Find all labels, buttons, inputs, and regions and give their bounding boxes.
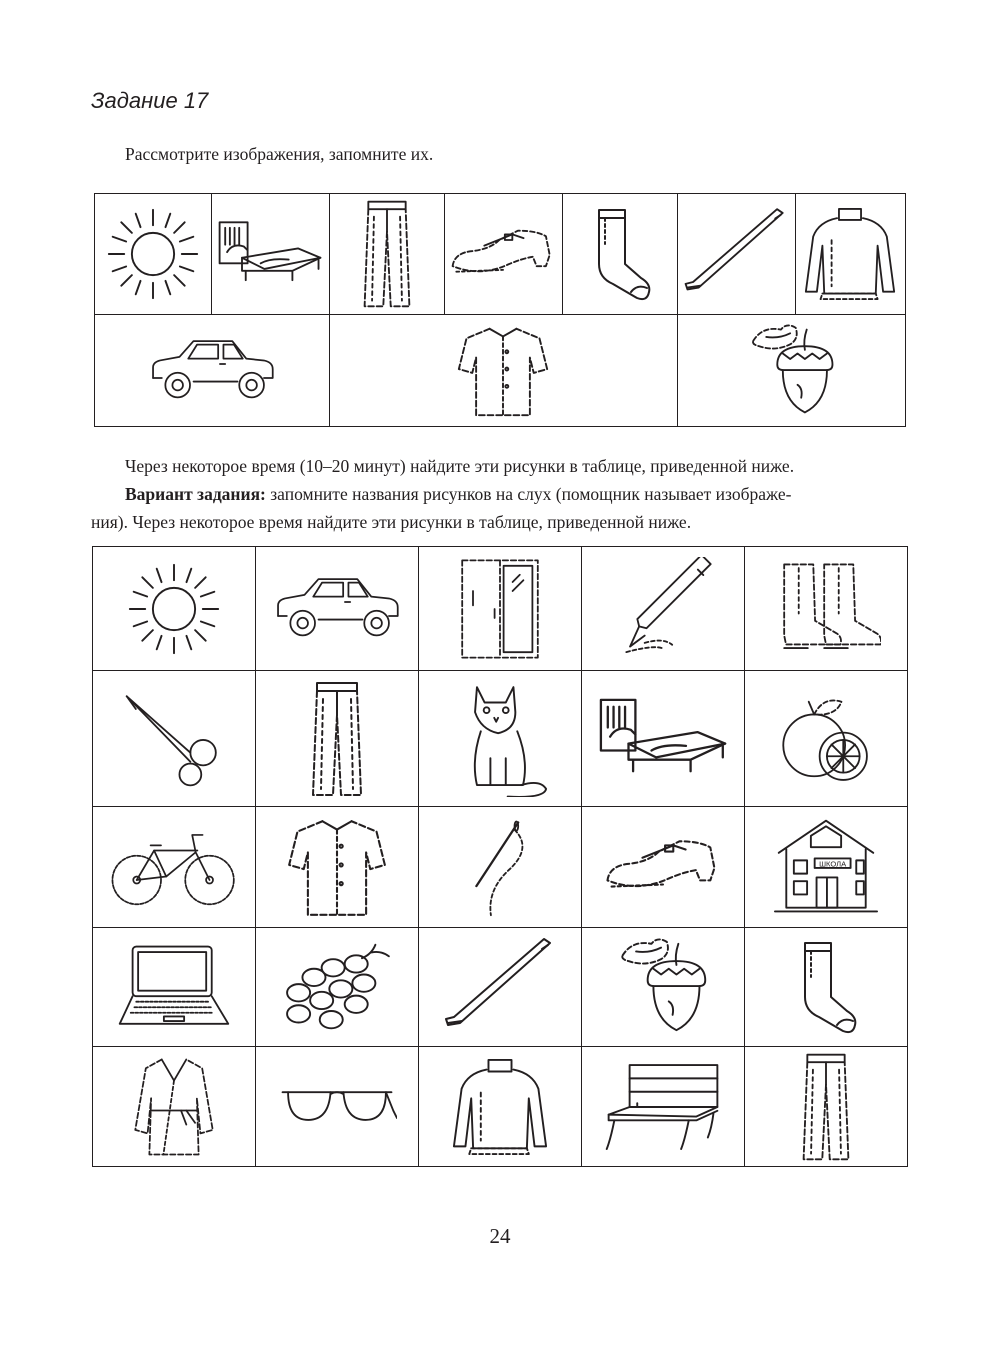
- search-cell: [745, 928, 908, 1047]
- scissors-icon: [119, 689, 229, 789]
- search-cell: [582, 671, 745, 807]
- recall-line-3: ния). Через некоторое время найдите эти рисунки в таблице, приведенной ниже.: [91, 512, 692, 532]
- sock-icon: [788, 937, 864, 1037]
- search-cell: [93, 1047, 256, 1167]
- bed-icon: [593, 693, 733, 785]
- search-cell: [256, 807, 419, 928]
- memorize-table: [94, 193, 906, 427]
- search-cell: [256, 1047, 419, 1167]
- search-cell: [745, 547, 908, 671]
- recall-instructions: [91, 452, 909, 536]
- shirt-icon: [455, 323, 551, 419]
- trousers-icon: [795, 1051, 857, 1163]
- memorize-cell: [562, 194, 678, 315]
- variant-text: запомните названия рисунков на слух (помощник называет изображе-: [265, 484, 792, 504]
- car-icon: [146, 335, 278, 407]
- window-icon: [454, 555, 546, 663]
- search-cell: [419, 807, 582, 928]
- search-cell: [745, 1047, 908, 1167]
- memorize-cell: [95, 315, 330, 427]
- search-cell: [93, 807, 256, 928]
- search-cell: [745, 671, 908, 807]
- laptop-icon: [114, 941, 234, 1033]
- school-icon: [769, 815, 883, 919]
- grapes-icon: [279, 939, 395, 1035]
- memorize-cell: [444, 194, 562, 315]
- memorize-cell: [211, 194, 329, 315]
- sweater-icon: [804, 202, 896, 306]
- search-cell: [745, 807, 908, 928]
- hockey-stick-icon: [440, 937, 560, 1037]
- memorize-cell: [329, 194, 444, 315]
- sock-icon: [585, 204, 655, 304]
- cat-icon: [452, 681, 548, 797]
- trousers-icon: [305, 679, 369, 799]
- search-cell: [419, 671, 582, 807]
- shoe-icon: [447, 221, 559, 287]
- search-cell: [256, 547, 419, 671]
- memorize-cell: [678, 315, 906, 427]
- orange-icon: [776, 689, 876, 789]
- search-cell: [419, 928, 582, 1047]
- search-cell: [93, 547, 256, 671]
- needle-icon: [454, 817, 546, 917]
- search-table: [92, 546, 908, 1167]
- memorize-cell: [329, 315, 677, 427]
- task-instruction: Рассмотрите изображения, запомните их.: [125, 144, 434, 164]
- search-cell: [256, 671, 419, 807]
- search-cell: [419, 1047, 582, 1167]
- bed-icon: [214, 216, 326, 292]
- variant-label: Вариант задания:: [125, 484, 266, 504]
- trousers-icon: [357, 198, 417, 310]
- search-cell: [582, 1047, 745, 1167]
- sun-icon: [126, 561, 222, 657]
- hockey-stick-icon: [680, 206, 792, 302]
- shoe-icon: [601, 831, 725, 903]
- memorize-cell: [678, 194, 796, 315]
- task-title: Задание 17: [91, 88, 209, 113]
- car-icon: [271, 573, 403, 645]
- page-number: 24: [489, 1224, 511, 1248]
- bicycle-icon: [109, 819, 239, 915]
- pen-icon: [608, 557, 718, 661]
- acorn-icon: [615, 933, 711, 1041]
- memorize-cell: [795, 194, 905, 315]
- search-cell: [256, 928, 419, 1047]
- boots-icon: [771, 559, 881, 659]
- shirt-icon: [285, 815, 389, 919]
- recall-line-1: Через некоторое время (10–20 минут) найдите эти рисунки в таблице, приведенной ниже.: [125, 456, 795, 476]
- acorn-icon: [746, 319, 838, 423]
- sun-icon: [105, 206, 201, 302]
- search-cell: [582, 547, 745, 671]
- search-cell: [93, 671, 256, 807]
- search-cell: [93, 928, 256, 1047]
- bench-icon: [601, 1059, 725, 1155]
- sweater-icon: [452, 1054, 548, 1160]
- school-sign: ШКОЛА: [819, 859, 847, 869]
- search-cell: [419, 547, 582, 671]
- memorize-cell: [95, 194, 212, 315]
- search-cell: [582, 928, 745, 1047]
- robe-icon: [130, 1053, 218, 1161]
- search-cell: [582, 807, 745, 928]
- glasses-icon: [277, 1079, 397, 1135]
